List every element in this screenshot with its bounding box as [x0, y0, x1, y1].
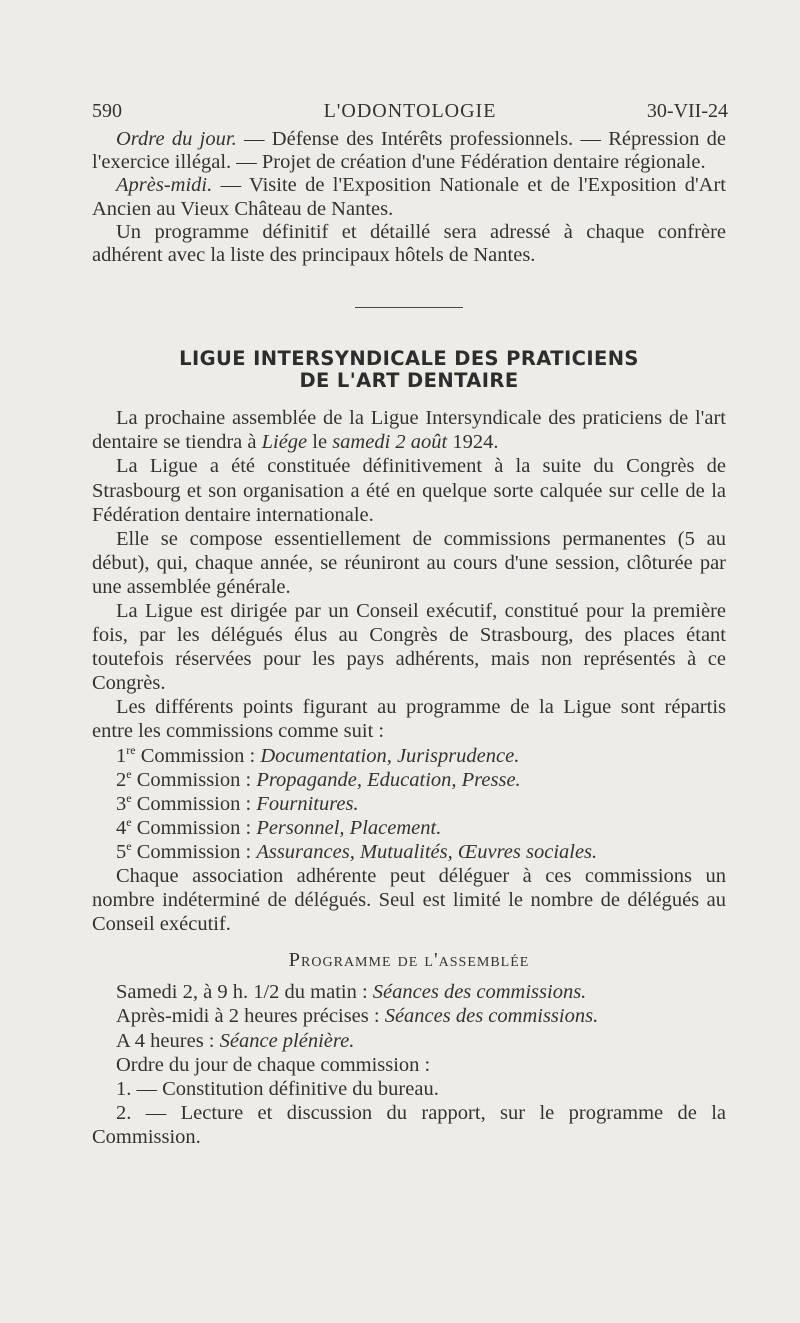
- commission-item: 5e Commission : Assurances, Mutualités, Œuvres sociales.: [116, 839, 598, 863]
- paragraph-repartition: Les différents points figurant au programme de la Ligue sont répartis entre les commissions comme suit :: [92, 696, 726, 743]
- journal-title: L'ODONTOLOGIE: [323, 100, 497, 122]
- ordre-commission-line: Ordre du jour de chaque commission :: [116, 1053, 431, 1076]
- paragraph-constitution: La Ligue a été constituée définitivement à la suite du Congrès de Strasbourg et son organisation a été en quelque sorte calquée sur celle de la Fédération dentaire internationale.: [92, 455, 726, 526]
- programme-paragraph: Un programme définitif et détaillé sera adressé à chaque confrère adhérent avec la liste des principaux hôtels de Nantes.: [92, 220, 726, 267]
- programme-heading: Programme de l'assemblée: [288, 949, 530, 972]
- p1-text-b: le: [307, 431, 333, 454]
- paragraph-conseil: La Ligue est dirigée par un Conseil exécutif, constitué pour la première fois, par les délégués élus au Congrès de Strasbourg, des places étant toutefois réservées pour les pays adhérents, mais non représentés à ce Congrès.: [92, 599, 726, 695]
- page-body: [92, 128, 726, 1149]
- schedule-item: Samedi 2, à 9 h. 1/2 du matin : Séances des commissions.: [116, 981, 587, 1004]
- commission-item: 1re Commission : Documentation, Jurisprudence.: [116, 742, 520, 767]
- commission-item: 4e Commission : Personnel, Placement.: [116, 814, 442, 839]
- agenda-item: 2. — Lecture et discussion du rapport, sur le programme de la Commission.: [92, 1101, 726, 1148]
- paragraph-composition: Elle se compose essentiellement de commissions permanentes (5 au début), qui, chaque année, se réuniront au cours d'une session, clôturée par une assemblée générale.: [92, 527, 726, 598]
- apres-midi-paragraph: [92, 174, 726, 220]
- schedule-item: A 4 heures : Séance plénière.: [116, 1029, 355, 1052]
- apres-text: — Visite de l'Exposition Nationale et de l'Exposition d'Art Ancien au Vieux Château de Nantes.: [92, 174, 726, 220]
- page-number: 590: [92, 100, 122, 122]
- ordre-label: Ordre du jour.: [116, 128, 237, 150]
- p1-text-a: La prochaine assemblée de la Ligue Intersyndicale des praticiens de l'art dentaire se tiendra à: [92, 407, 726, 454]
- ordre-du-jour-paragraph: [92, 128, 726, 174]
- section-title: [92, 348, 726, 392]
- apres-label: Après-midi.: [116, 174, 213, 197]
- p1-text-c: 1924.: [447, 431, 499, 454]
- section-title-line-2: DE L'ART DENTAIRE: [299, 369, 519, 393]
- section-divider: [355, 307, 463, 308]
- agenda-item: 1. — Constitution définitive du bureau.: [116, 1077, 439, 1100]
- section-body: [92, 406, 726, 1149]
- paragraph-delegation: Chaque association adhérente peut déléguer à ces commissions un nombre indéterminé de délégués. Seul est limité le nombre de délégués au Conseil exécutif.: [92, 865, 726, 936]
- commission-item: 3e Commission : Fournitures.: [116, 790, 359, 815]
- commission-item: 2e Commission : Propagande, Education, Presse.: [116, 766, 521, 791]
- schedule-item: Après-midi à 2 heures précises : Séances des commissions.: [116, 1005, 599, 1028]
- p1-date: samedi 2 août: [332, 431, 448, 454]
- issue-date: 30-VII-24: [646, 100, 728, 122]
- paragraph-assemblee: [92, 406, 726, 454]
- running-header: [92, 100, 728, 130]
- p1-place: Liége: [261, 431, 308, 454]
- ordre-text: — Défense des Intérêts professionnels. — Répression de l'exercice illégal. — Projet de création d'une Fédération dentaire régionale.: [92, 128, 726, 174]
- section-title-line-1: LIGUE INTERSYNDICALE DES PRATICIENS: [179, 347, 639, 371]
